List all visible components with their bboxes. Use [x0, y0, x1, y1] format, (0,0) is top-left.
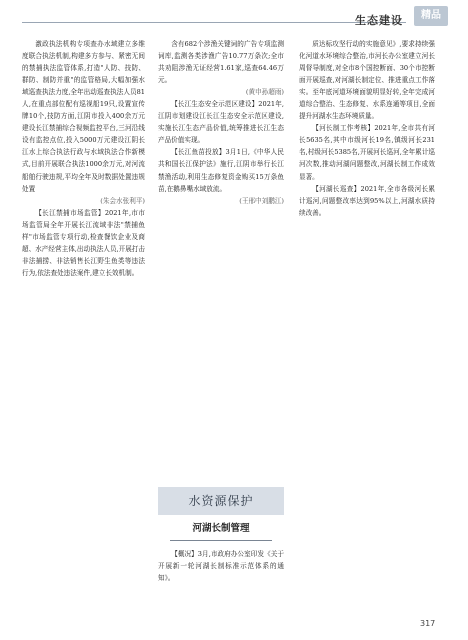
paragraph: 【河长制工作考核】2021年,全市共有河长5635名,其中市级河长19名,镇级河长231名,村级河长5385名,开展河长巡河,全年累计巡河次数,推动河湖问题整改,河湖长制工作成效显著。	[299, 124, 435, 181]
header-logo: 精品	[414, 6, 448, 26]
subsection-title: 河湖长制管理	[192, 523, 250, 534]
column-3	[299, 38, 435, 219]
paragraph: 激政执法机构专项查办水域建立多维度联合执法机制,构建多方参与、紧密无间的禁捕执法监管体系,打造"人防、技防、群防、制防并重"的监管格局,大幅加强水域巡查执法力度,全年出动巡查执法人员81人,在重点部位配有巡视船19只,设置宣传牌10个,技防方面,江阴市投入400余万元建设长江禁捕综合视频监控平台,三河沿线设有监控点位,投入5000万元建设江阴长江水上综合执法行政与水域执法合作新模式,目前开展联合执法1000余万元,对河流船舶行驶违规,平均全年及时数据处置违规处置	[22, 40, 145, 193]
column-2-bottom	[158, 548, 284, 584]
section-header-title: 生态建设	[355, 14, 403, 27]
byline: (朱会水张利平)	[100, 196, 145, 205]
banner-title: 水资源保护	[188, 494, 254, 508]
section-banner	[158, 487, 284, 515]
byline: (黄申孙超雨)	[245, 88, 284, 97]
paragraph: 【长江生态安全示范区建设】2021年,江阴市划建设江长江生态安全示范区建设,实施长江生态产品价值,统筹推进长江生态产品价值实现。	[158, 100, 284, 145]
paragraph: 【概况】3月,市政府办公室印发《关于开展新一轮河湖长制标准示范体系的通知》。	[158, 550, 284, 583]
paragraph: 质达标攻坚行动的实施意见》,要求持续强化河道水环境综合整治,市河长办公室建立河长周督导制度,对全市8个国控断面、30个市控断面开展巡查,对河湖长制定位、推进重点工作落实。至年底河道环境面貌明显好转,全年完成河道综合整治、生态修复、水系连通等项目,全面提升河湖水生态环境质量。	[299, 40, 435, 121]
paragraph: 【长江禁捕市场监管】2021年,市市场监管局全年开展长江流域非法"禁捕鱼样"市场监管专项行动,检查餐饮企业及商超、水产经营主体,出动执法人员,开展打击非法捕捞、非法销售长江野生鱼类等违法行为,依法查处违法案件,建立长效机制。	[22, 208, 145, 277]
column-2	[158, 38, 284, 207]
header-rule	[22, 22, 406, 23]
subsection-rule	[170, 540, 272, 541]
paragraph: 【长江鱼苗投放】3月1日,《中华人民共和国长江保护法》施行,江阴市举行长江禁渔活动,利用生态修复资金购买15万条鱼苗,在鹅鼻嘴水域放流。	[158, 148, 284, 193]
page-number: 317	[420, 619, 436, 628]
column-1	[22, 38, 145, 279]
byline: (王邢中刘鹏江)	[239, 196, 284, 205]
paragraph: 含有682个涉渔关键词的广告专项监测词库,监测各类涉渔广告10.77万条次;全市共劝阻涉渔无证经营1.61家,巡查64.46万元。	[158, 40, 284, 85]
page-header	[0, 0, 468, 30]
paragraph: 【河湖长巡查】2021年,全市各级河长累计巡河,问题整改率达到95%以上,河湖水质持续改善。	[299, 184, 435, 217]
